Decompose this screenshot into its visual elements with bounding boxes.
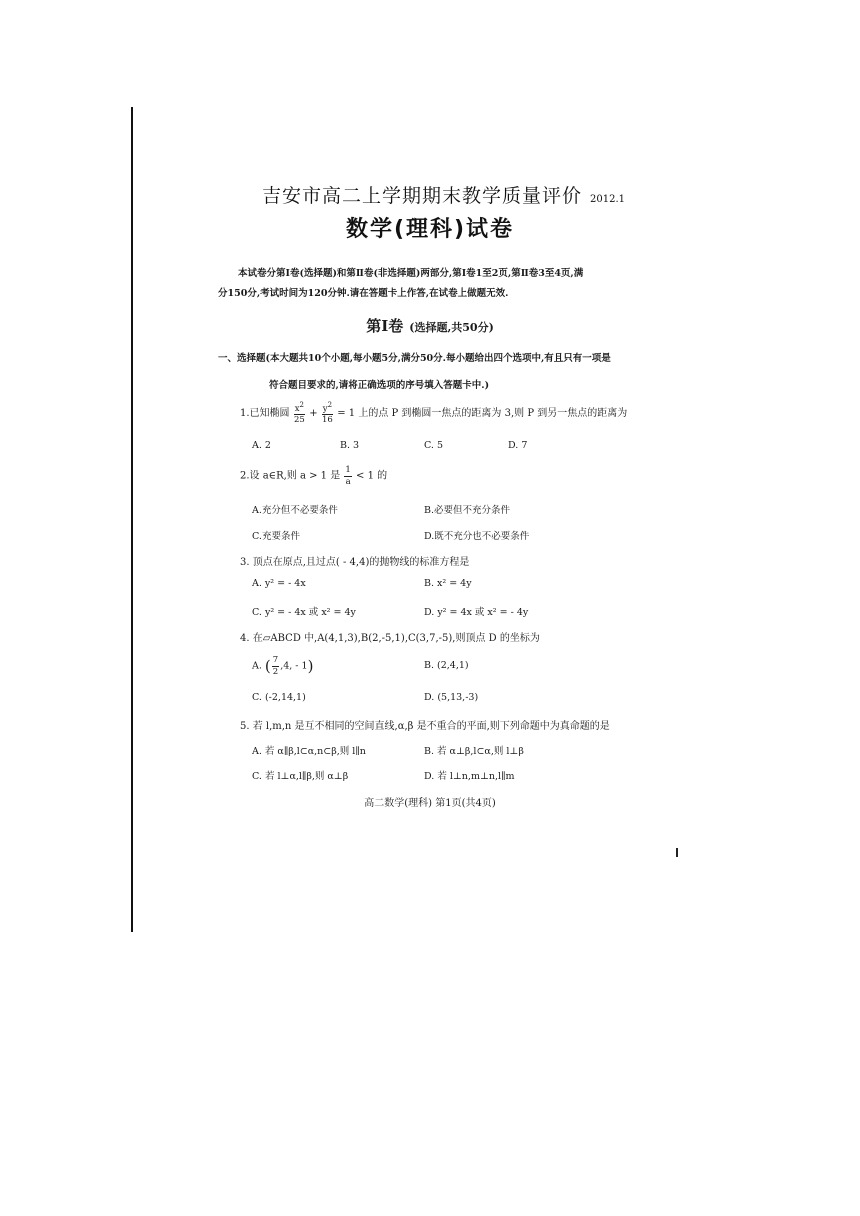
q3-option-b: B. x² = 4y [424, 578, 472, 589]
q4-a-rest: ,4, - 1 [280, 660, 308, 672]
q1-frac2-sup: 2 [327, 401, 333, 409]
q4-a-frac-num: 7 [272, 655, 279, 665]
q2-fraction [344, 466, 351, 486]
q2-option-a: A.充分但不必要条件 [252, 505, 338, 516]
q2-frac-num: 1 [345, 465, 351, 475]
exam-subject-title: 数学(理科)试卷 [345, 217, 515, 242]
part-one-title: 第Ⅰ卷 [366, 317, 404, 335]
q1-frac2-num: y [322, 403, 328, 414]
q1-plus: + [309, 407, 318, 419]
q5-option-d: D. 若 l⊥n,m⊥n,l∥m [424, 771, 515, 782]
q1-frac1-sup: 2 [299, 401, 304, 409]
scan-speck [676, 848, 678, 857]
exam-title-text: 吉安市高二上学期期末教学质量评价 [262, 185, 583, 207]
q1-frac1-num: x [294, 403, 300, 414]
q1-option-a: A. 2 [252, 440, 271, 451]
notice-line-2: 分150分,考试时间为120分钟.请在答题卡上作答,在试卷上做题无效. [218, 288, 509, 299]
q1-option-b: B. 3 [340, 440, 360, 451]
q1-frac1-den: 25 [293, 415, 305, 426]
q4-a-close-paren: ) [307, 657, 314, 675]
q2-prefix: 2.设 a∈R,则 a > 1 是 [240, 470, 341, 482]
part-one-heading [0, 315, 860, 336]
q5-option-c: C. 若 l⊥α,l∥β,则 α⊥β [252, 771, 349, 782]
q4-option-b: B. (2,4,1) [424, 660, 469, 671]
q3-option-a: A. y² = - 4x [252, 578, 306, 589]
q4-a-frac-den: 2 [272, 666, 279, 677]
q2-option-d: D.既不充分也不必要条件 [424, 531, 530, 542]
q2-frac-den: a [345, 476, 351, 487]
section-instructions-1: 一、选择题(本大题共10个小题,每小题5分,满分50分.每小题给出四个选项中,有且只有一项是 [218, 353, 611, 364]
question-5-stem: 5. 若 l,m,n 是互不相同的空间直线,α,β 是不重合的平面,则下列命题中为真命题的是 [240, 721, 610, 732]
q2-suffix: < 1 的 [356, 470, 388, 482]
q2-option-c: C.充要条件 [252, 531, 300, 542]
question-1-stem [240, 402, 627, 425]
q4-option-a [252, 656, 313, 676]
q1-option-d: D. 7 [508, 440, 528, 451]
q1-suffix: = 1 上的点 P 到椭圆一焦点的距离为 3,则 P 到另一焦点的距离为 [337, 407, 628, 419]
exam-title [262, 181, 625, 208]
part-one-subtitle: (选择题,共50分) [409, 321, 494, 334]
q4-option-c: C. (-2,14,1) [252, 692, 306, 703]
question-3-stem: 3. 顶点在原点,且过点( - 4,4)的抛物线的标准方程是 [240, 557, 470, 568]
q1-fraction-x [294, 402, 305, 425]
q1-prefix: 1.已知椭圆 [240, 407, 290, 419]
q5-option-b: B. 若 α⊥β,l⊂α,则 l⊥β [424, 746, 524, 757]
question-4-stem: 4. 在▱ABCD 中,A(4,1,3),B(2,-5,1),C(3,7,-5),则顶点 D 的坐标为 [240, 633, 540, 644]
q5-option-a: A. 若 α∥β,l⊂α,n⊂β,则 l∥n [252, 746, 366, 757]
q4-a-prefix: A. [252, 660, 262, 672]
q3-option-c: C. y² = - 4x 或 x² = 4y [252, 607, 356, 618]
q1-option-c: C. 5 [424, 440, 444, 451]
q4-a-fraction [272, 656, 279, 676]
q1-fraction-y [322, 402, 333, 425]
section-instructions-2: 符合题目要求的,请将正确选项的序号填入答题卡中.) [269, 380, 490, 391]
page-footer: 高二数学(理科) 第1页(共4页) [364, 798, 496, 809]
q4-option-d: D. (5,13,-3) [424, 692, 479, 703]
question-2-stem [240, 466, 387, 486]
q3-option-d: D. y² = 4x 或 x² = - 4y [424, 607, 529, 618]
q1-frac2-den: 16 [321, 415, 333, 426]
exam-year: 2012.1 [590, 194, 626, 205]
q4-a-open-paren: ( [264, 657, 271, 675]
notice-line-1: 本试卷分第Ⅰ卷(选择题)和第Ⅱ卷(非选择题)两部分,第Ⅰ卷1至2页,第Ⅱ卷3至4页,满 [238, 268, 584, 279]
q2-option-b: B.必要但不充分条件 [424, 505, 511, 516]
